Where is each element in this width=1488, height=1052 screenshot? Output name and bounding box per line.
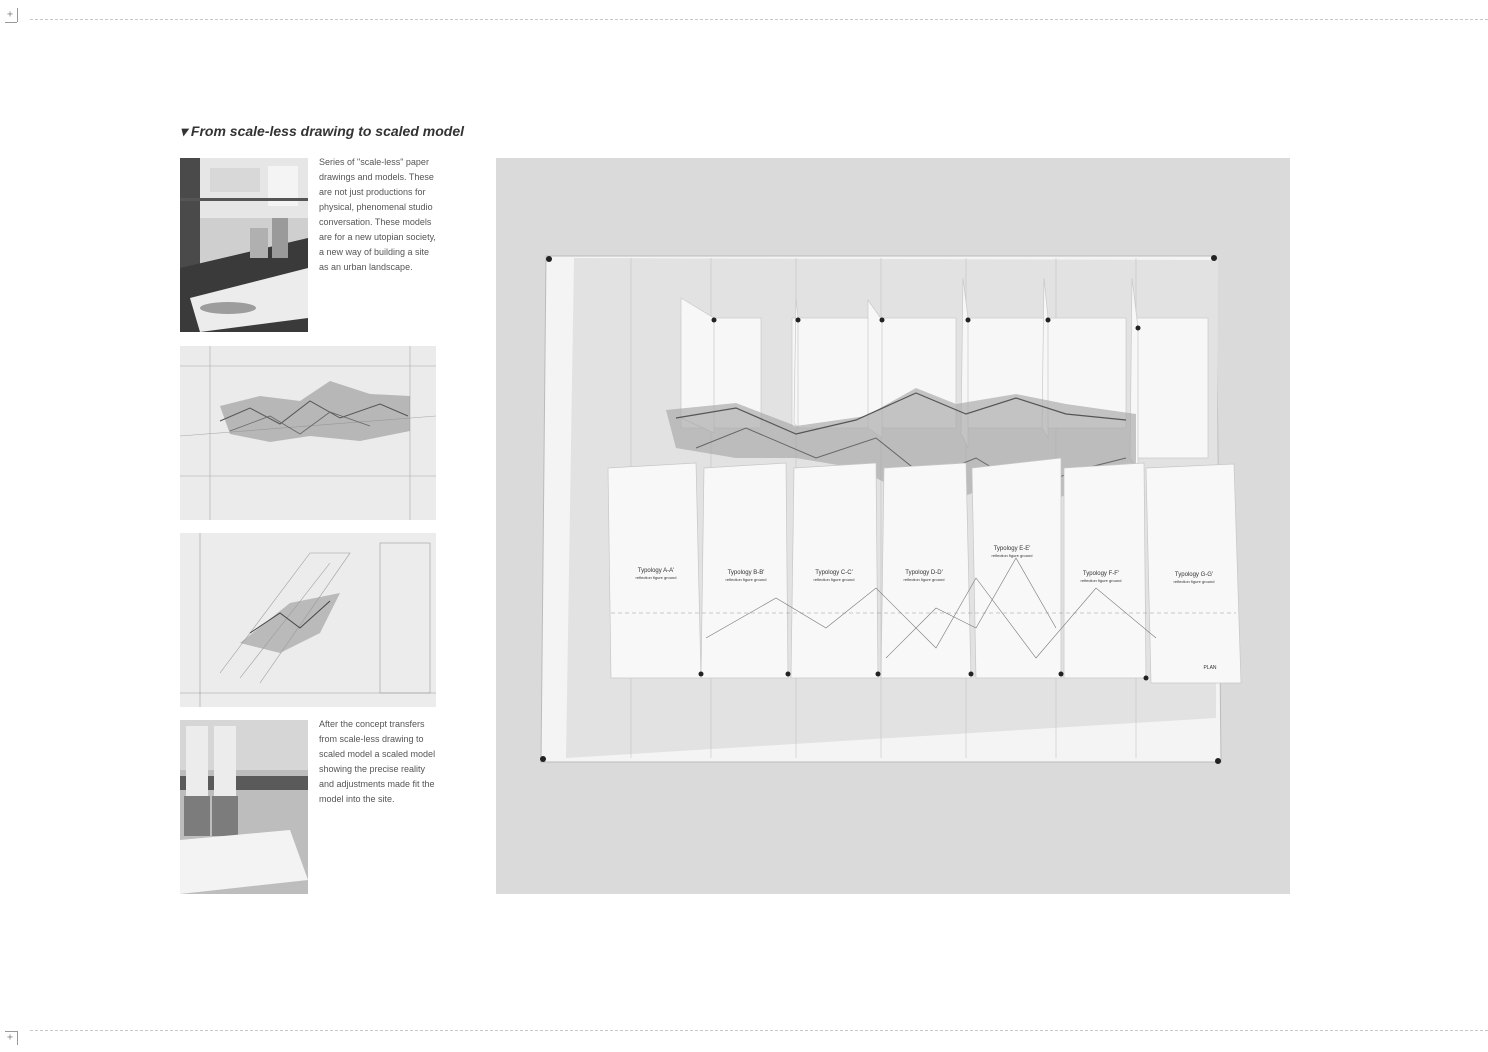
typology-sublabel: reflection figure ground — [1080, 578, 1122, 583]
caption-bottom: After the concept transfers from scale-less drawing to scaled model a scaled model showing the precise reality and adjustments made fit the model into the site. — [319, 719, 436, 804]
model-photo — [496, 158, 1290, 894]
crop-mark-icon: + — [3, 1031, 19, 1045]
typology-sublabel: reflection figure ground — [991, 553, 1033, 558]
cut-line-top — [30, 19, 1488, 20]
triangle-down-icon: ▾ — [180, 123, 188, 139]
typology-label: Typology C-C' — [815, 570, 853, 576]
plan-drawing-photo — [180, 533, 436, 707]
cutter-photo — [180, 720, 308, 894]
typology-label: Typology F-F' — [1082, 571, 1120, 577]
plan-label: PLAN — [1203, 665, 1217, 671]
typology-sublabel: reflection figure ground — [635, 575, 677, 580]
section-heading-text: From scale-less drawing to scaled model — [190, 123, 465, 139]
typology-sublabel: reflection figure ground — [813, 577, 855, 582]
section-heading — [180, 123, 464, 140]
drawing-photo — [180, 346, 436, 520]
typology-label: Typology D-D' — [905, 570, 943, 576]
typology-label: Typology B-B' — [727, 570, 765, 576]
typology-sublabel: reflection figure ground — [903, 577, 945, 582]
caption-top: Series of "scale-less" paper drawings and models. These are not just productions for physical, phenomenal studio conversation. These models are for a new utopian society, a new way of building a site as an urban landscape. — [319, 157, 436, 272]
typology-label: Typology E-E' — [993, 546, 1031, 552]
typology-sublabel: reflection figure ground — [1173, 579, 1215, 584]
typology-label: Typology A-A' — [637, 568, 675, 574]
typology-label: Typology G-G' — [1174, 572, 1214, 578]
typology-sublabel: reflection figure ground — [725, 577, 767, 582]
crop-mark-icon: + — [3, 8, 19, 22]
studio-photo — [180, 158, 308, 332]
cut-line-bottom — [30, 1030, 1488, 1031]
